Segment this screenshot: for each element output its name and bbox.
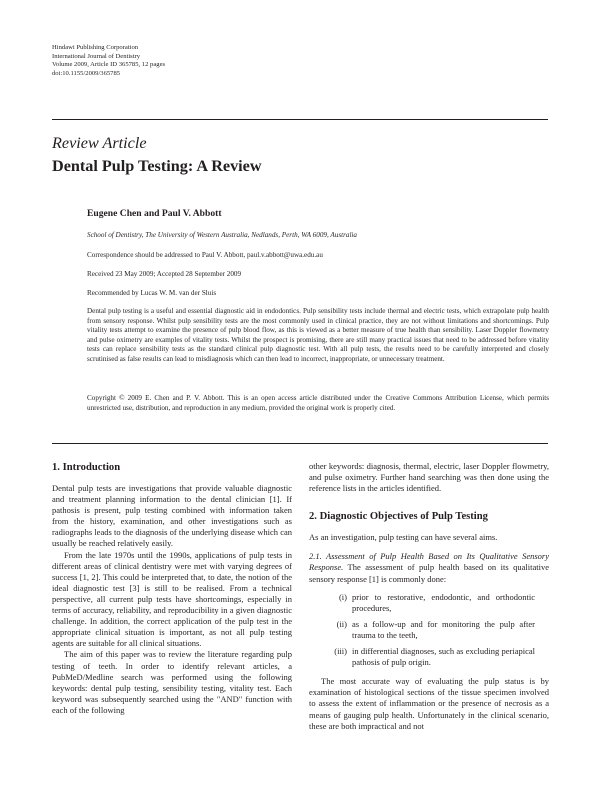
intro-paragraph-continued: other keywords: diagnosis, thermal, electric, laser Doppler flowmetry, and pulse oximetry. Further hand searching was then done using the reference lists in the articles identified. (309, 461, 549, 494)
section-2-intro: As an investigation, pulp testing can have several aims. (309, 532, 498, 543)
section-2-paragraph-last: The most accurate way of evaluating the pulp status is by examination of histological sections of the tissue specimen involved to assess the extent of inflammation or the presence of necrosis as a means of gauging pulp health. Unfortunately in the clinical scenario, these are both impractical and not (309, 676, 549, 731)
recommended-by: Recommended by Lucas W. M. van der Sluis (87, 289, 217, 297)
subsection-2-1-text: The assessment of pulp health based on its qualitative sensory response [1] is commonly done: (309, 562, 549, 584)
volume-info: Volume 2009, Article ID 365785, 12 pages (52, 61, 166, 69)
left-column (52, 461, 292, 716)
list-item-text: prior to restorative, endodontic, and orthodontic procedures, (352, 591, 535, 613)
doi-link[interactable]: doi:10.1155/2009/365785 (52, 69, 121, 77)
abstract: Dental pulp testing is a useful and essential diagnostic aid in endodontics. Pulp sensibility tests include thermal and electric tests, which extrapolate pulp health from sensory response. Whilst pulp sensibility tests are the most commonly used in clinical practice, they are not without limitations and shortcomings. Pulp vitality tests attempt to examine the presence of pulp blood flow, as this is viewed as a better measure of true health than sensibility. Laser Doppler flowmetry and pulse oximetry are examples of vitality tests. Whilst the prospect is promising, there are still many practical issues that need to be addressed before vitality tests can replace sensibility tests as the standard clinical pulp diagnostic test. With all pulp tests, the results need to be carefully interpreted and closely scrutinised as false results can lead to misdiagnosis which can then lead to incorrect, inappropriate, or unnecessary treatment. (87, 307, 549, 363)
list-item-text: as a follow-up and for monitoring the pulp after trauma to the teeth, (352, 618, 535, 640)
author-list: Eugene Chen and Paul V. Abbott (87, 208, 222, 219)
list-item (309, 619, 549, 641)
publisher-name: Hindawi Publishing Corporation (52, 44, 139, 51)
subsection-heading-2-1: 2.1. Assessment of Pulp Health Based on Its Qualitative Sensory Response. (309, 551, 549, 573)
list-item (309, 592, 549, 614)
intro-paragraph-3: The aim of this paper was to review the literature regarding pulp testing of teeth. In order to identify relevant articles, a PubMeD/Medline search was performed using the following keywords: dental pulp testing, sensibility testing, vitality test. Each keyword was subsequently searched using the "AND" function with each of the following (52, 649, 292, 715)
list-item-number: (ii) (336, 618, 347, 629)
pulp-test-aims-list (309, 592, 549, 669)
list-item-number: (iii) (334, 646, 347, 657)
publication-info (52, 44, 165, 78)
correspondence: Correspondence should be addressed to Paul V. Abbott, paul.v.abbott@uwa.edu.au (87, 251, 323, 259)
affiliation: School of Dentistry, The University of Western Australia, Nedlands, Perth, WA 6009, Australia (87, 231, 357, 239)
copyright-notice: Copyright © 2009 E. Chen and P. V. Abbott. This is an open access article distributed under the Creative Commons Attribution License, which permits unrestricted use, distribution, and reproduction in any medium, provided the original work is properly cited. (87, 394, 549, 412)
article-title: Dental Pulp Testing: A Review (52, 157, 262, 175)
front-matter-rule (52, 443, 548, 444)
subsection-2-1-paragraph (309, 551, 549, 584)
article-type: Review Article (52, 134, 147, 152)
section-heading-introduction: 1. Introduction (52, 462, 121, 473)
header-rule (52, 119, 548, 120)
intro-paragraph-1: Dental pulp tests are investigations that provide valuable diagnostic and treatment planning information to the dental clinician [1]. If pathosis is present, pulp testing combined with information taken from the history, examination, and other investigations such as radiographs leads to the diagnosis of the underlying disease which can usually be reached relatively easily. (52, 483, 292, 549)
right-column (309, 461, 549, 732)
journal-name: International Journal of Dentistry (52, 52, 141, 60)
list-item (309, 646, 549, 668)
list-item-number: (i) (338, 591, 347, 602)
received-accepted-dates: Received 23 May 2009; Accepted 28 September 2009 (87, 270, 242, 278)
list-item-text: in differential diagnoses, such as excluding periapical pathosis of pulp origin. (352, 646, 535, 668)
section-heading-diagnostic-objectives: 2. Diagnostic Objectives of Pulp Testing (309, 511, 488, 523)
intro-paragraph-2: From the late 1970s until the 1990s, applications of pulp tests in different areas of clinical dentistry were met with varying degrees of success [1, 2]. This could be interpreted that, to date, the notion of the ideal diagnostic test [3] is still to be realised. From a technical perspective, all current pulp tests have shortcomings, especially in terms of accuracy, reliability, and reproducibility in a given diagnostic challenge. In addition, the correct application of the pulp test in the appropriate clinical situation is important, as not all pulp testing agents are suitable for all clinical situations. (52, 549, 292, 649)
